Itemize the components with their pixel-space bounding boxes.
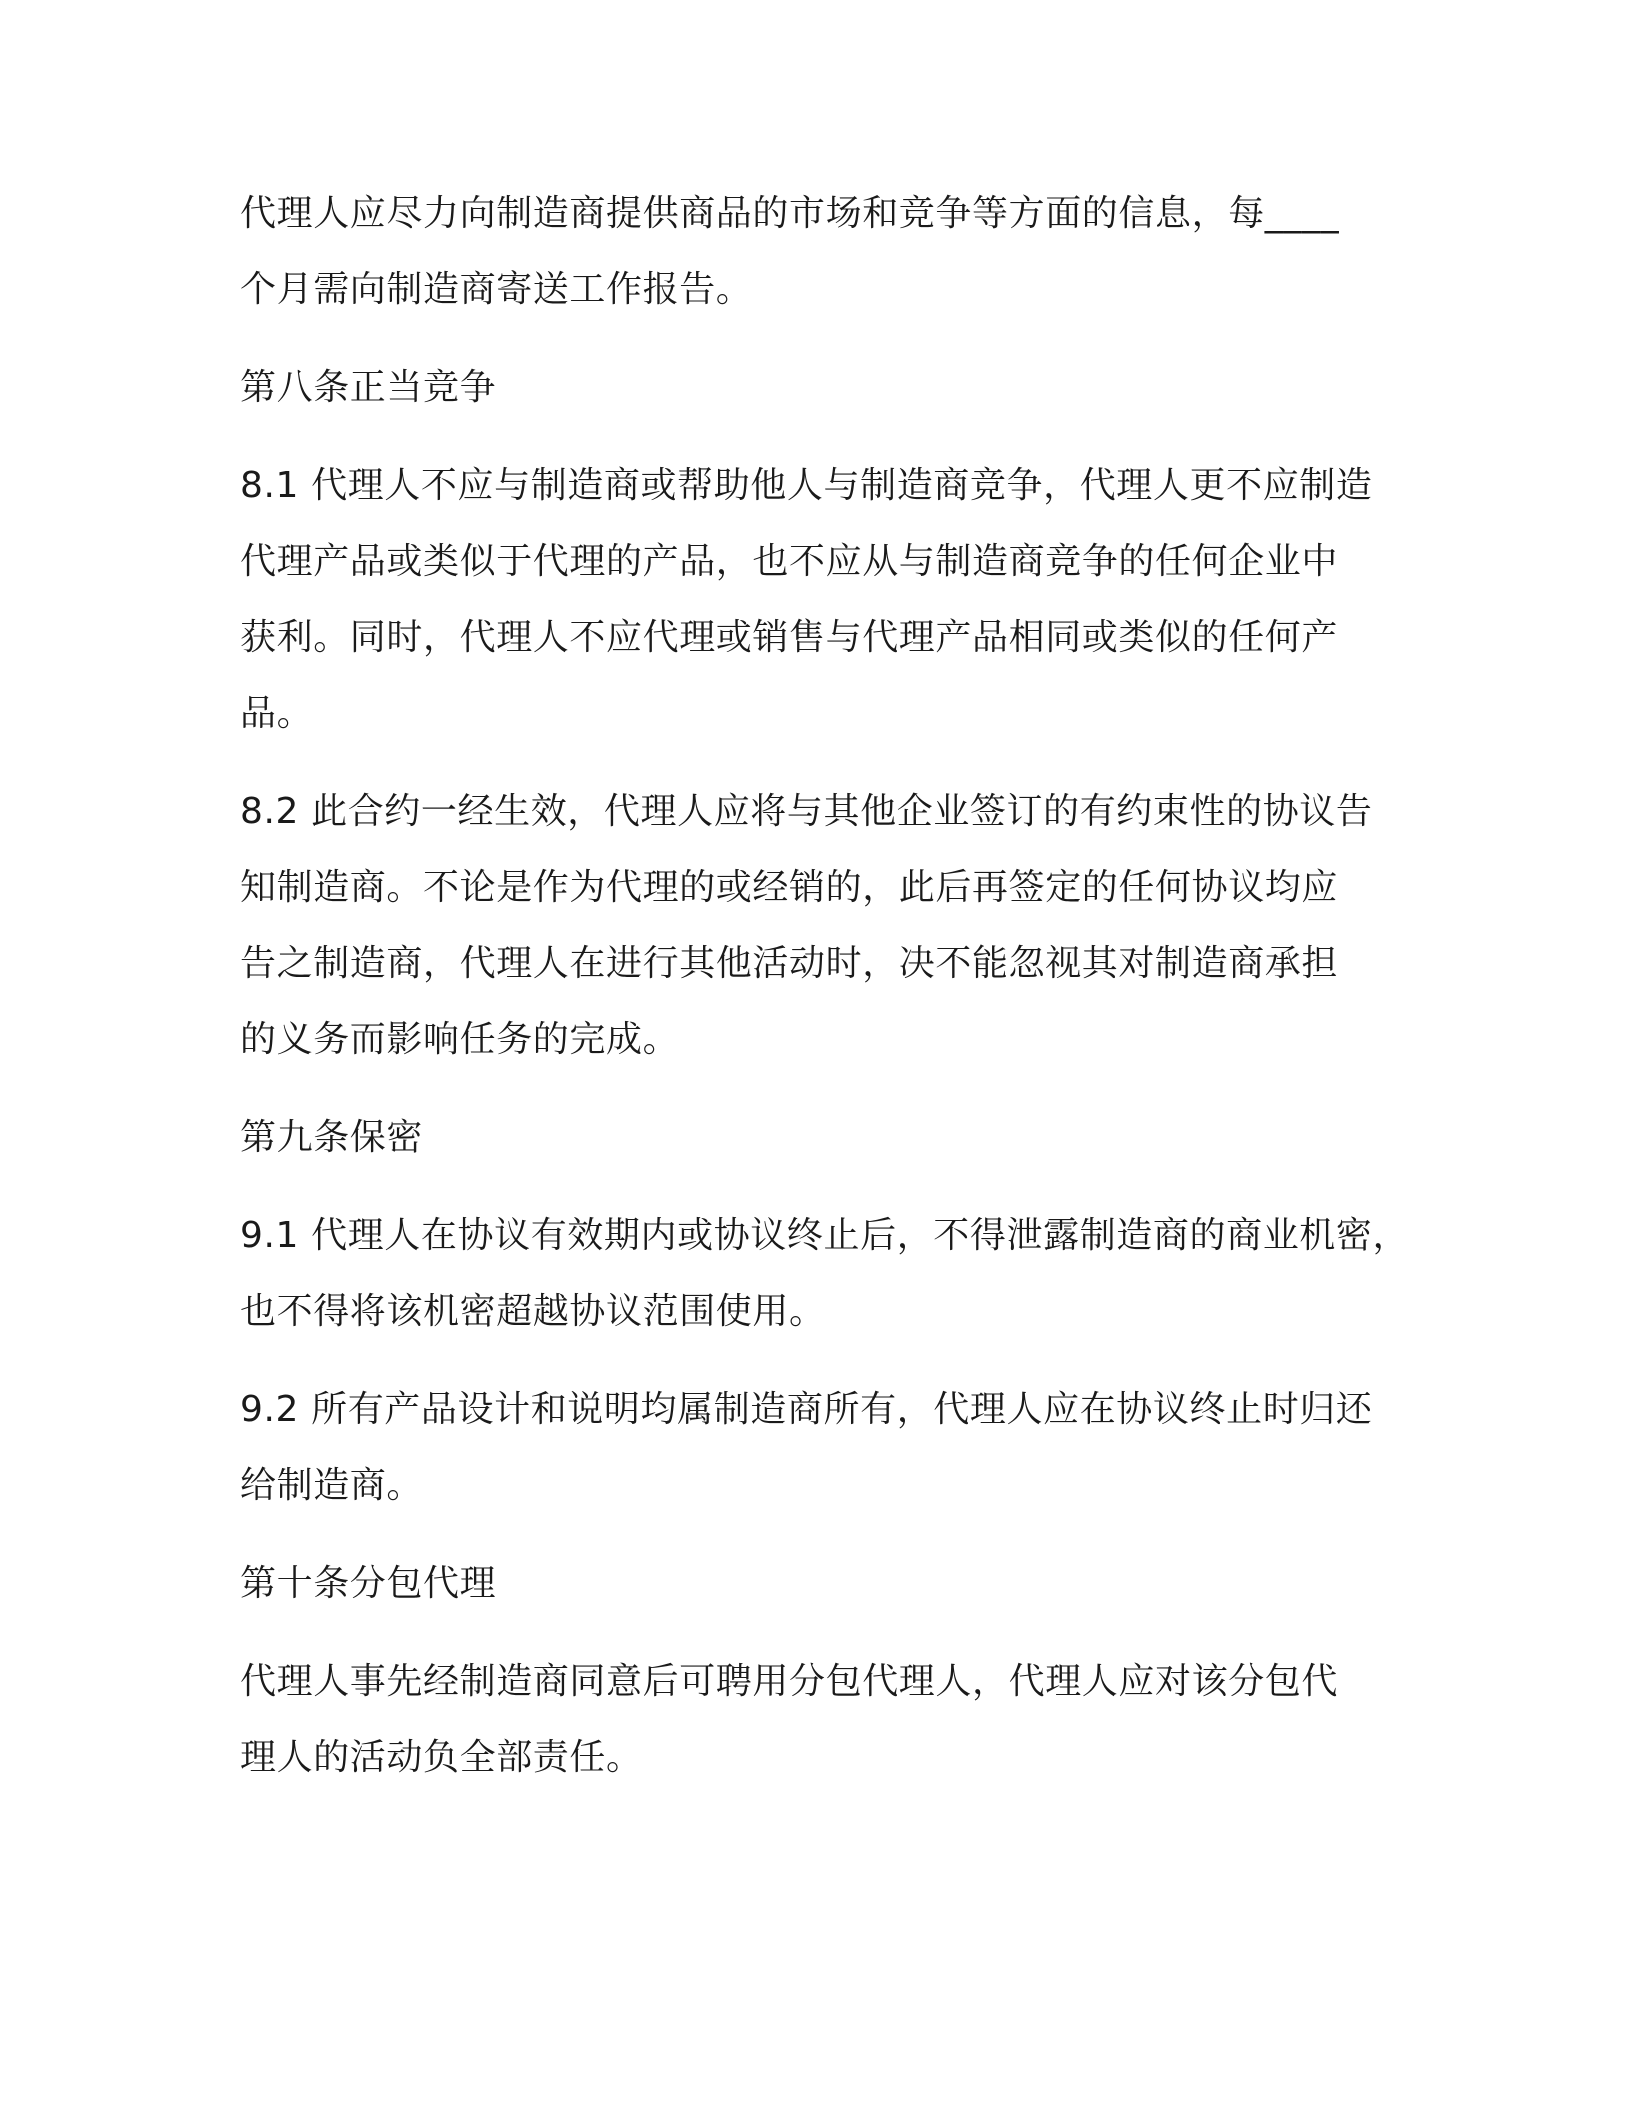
text-line: 9.2 所有产品设计和说明均属制造商所有，代理人应在协议终止时归还 (240, 1389, 1373, 1430)
text-line: 8.1 代理人不应与制造商或帮助他人与制造商竞争，代理人更不应制造 (240, 465, 1373, 506)
text-line: 代理产品或类似于代理的产品，也不应从与制造商竞争的任何企业中 (240, 541, 1339, 582)
text-line: 8.2 此合约一经生效，代理人应将与其他企业签订的有约束性的协议告 (240, 791, 1373, 832)
paragraph-9-2 (240, 1384, 1440, 1512)
paragraph-subagent (240, 1656, 1440, 1784)
text-line: 也不得将该机密超越协议范围使用。 (240, 1291, 826, 1332)
text-line: 9.1 代理人在协议有效期内或协议终止后，不得泄露制造商的商业机密， (240, 1215, 1410, 1256)
section-heading-article-9: 第九条保密 (240, 1117, 424, 1158)
text-line: 代理人事先经制造商同意后可聘用分包代理人，代理人应对该分包代 (240, 1661, 1339, 1702)
text-line: 告之制造商，代理人在进行其他活动时，决不能忽视其对制造商承担 (240, 943, 1339, 984)
text-line: 给制造商。 (240, 1465, 424, 1506)
paragraph-report-obligation (240, 188, 1440, 316)
paragraph-8-1 (240, 460, 1440, 740)
text-line: 品。 (240, 693, 314, 734)
text-line: 个月需向制造商寄送工作报告。 (240, 269, 753, 310)
text-line: 理人的活动负全部责任。 (240, 1737, 643, 1778)
paragraph-9-1 (240, 1210, 1440, 1338)
text-line: 代理人应尽力向制造商提供商品的市场和竞争等方面的信息，每____ (240, 193, 1340, 234)
text-line: 的义务而影响任务的完成。 (240, 1019, 680, 1060)
text-line: 知制造商。不论是作为代理的或经销的，此后再签定的任何协议均应 (240, 867, 1339, 908)
text-line: 获利。同时，代理人不应代理或销售与代理产品相同或类似的任何产 (240, 617, 1339, 658)
document-page (240, 188, 1440, 1784)
section-heading-article-10: 第十条分包代理 (240, 1563, 497, 1604)
section-heading-article-8: 第八条正当竞争 (240, 367, 497, 408)
paragraph-8-2 (240, 786, 1440, 1066)
